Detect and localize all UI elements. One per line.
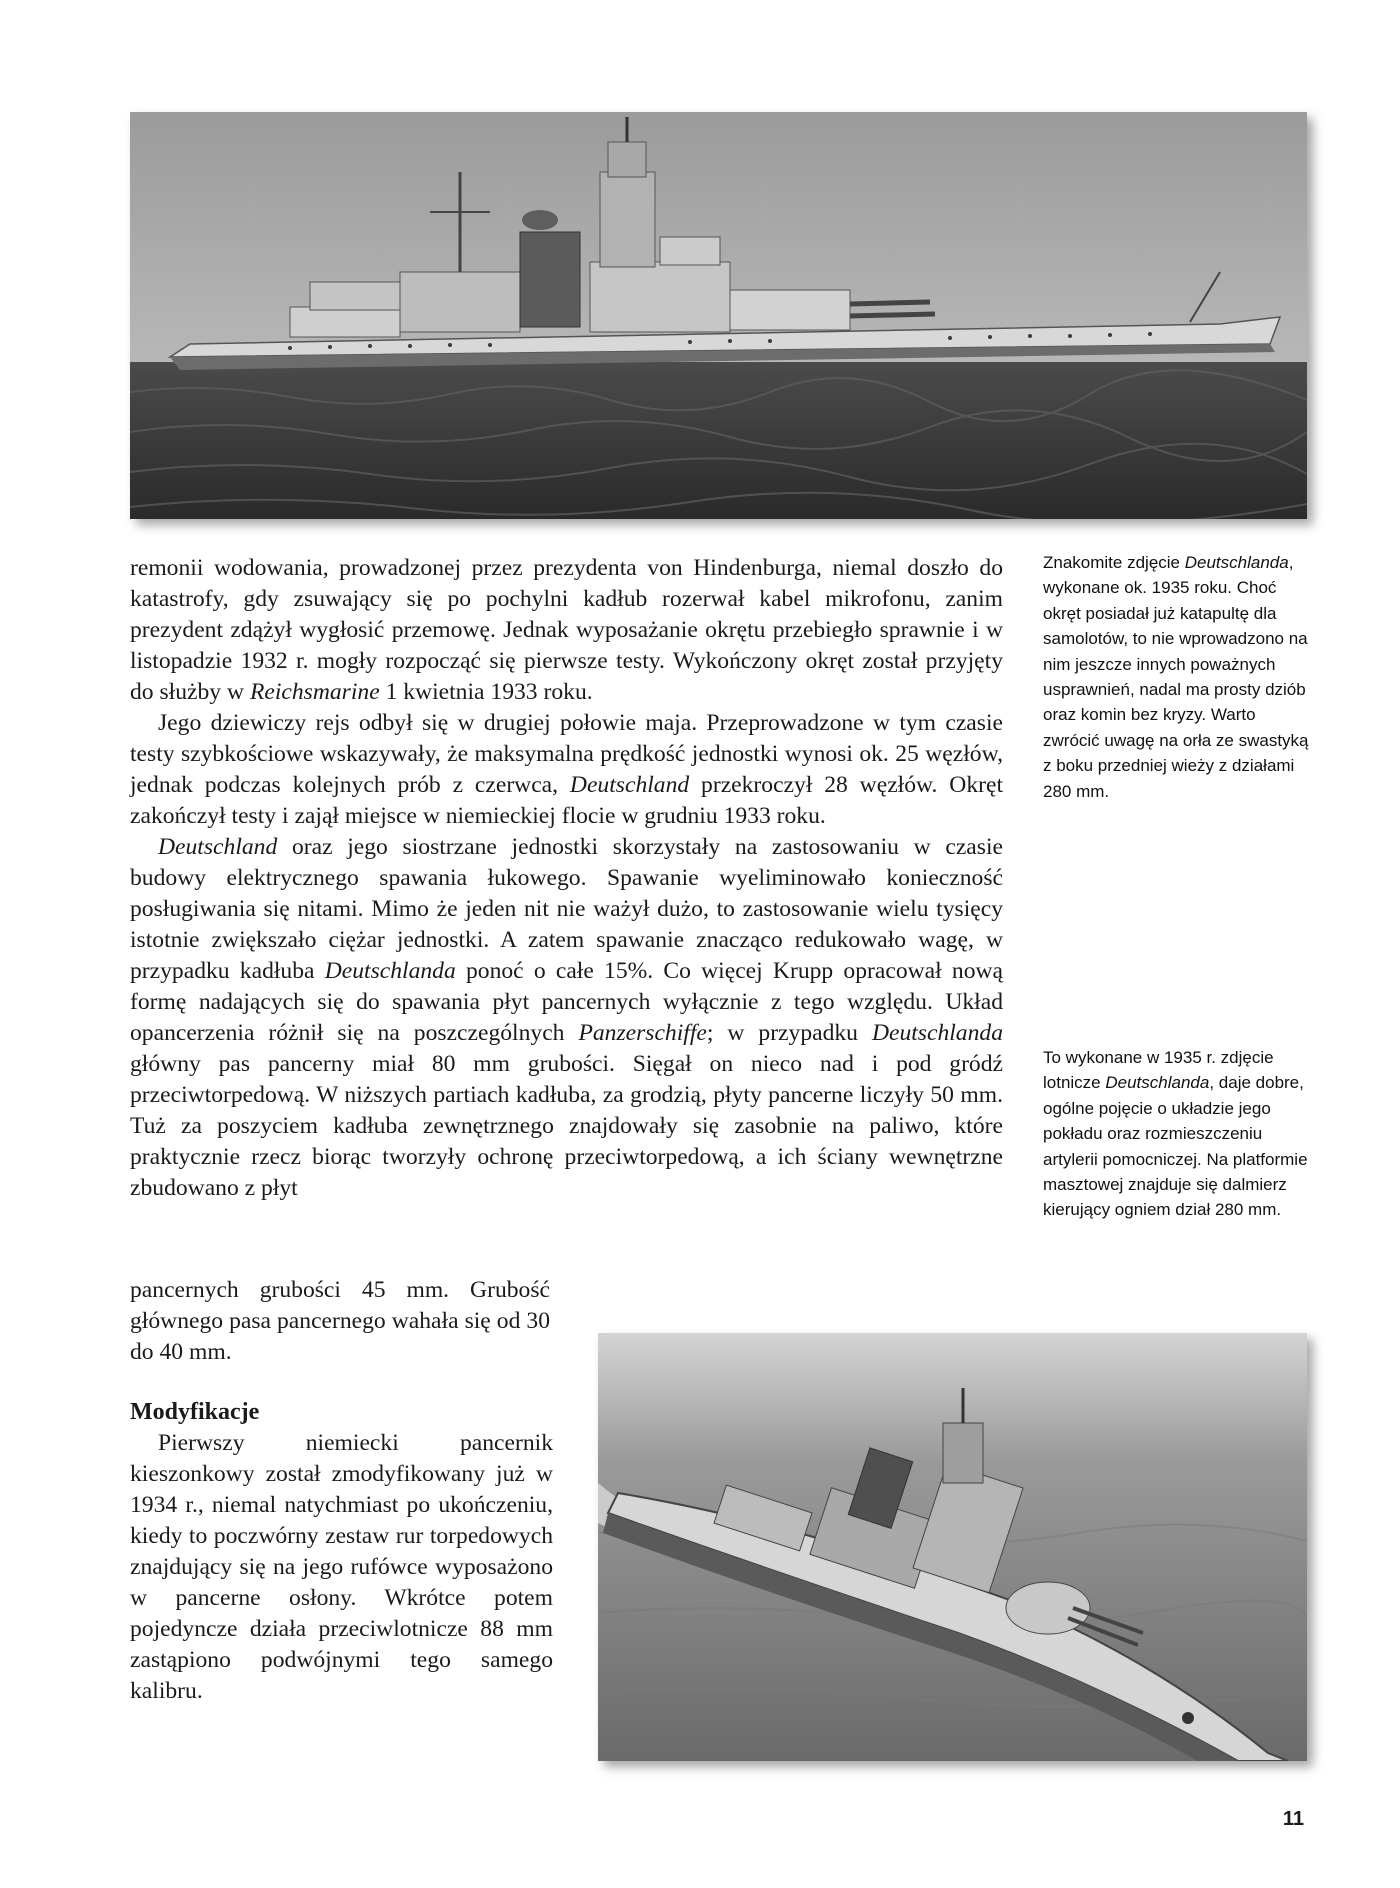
caption-1-text-b: , wykonane ok. 1935 roku. Choć okręt posiadał już katapultę dla samolotów, to nie wprowadzono na nim jeszcze innych poważnych usprawnień, nadal ma prosty dziób oraz komin bez kryzy. Warto zwrócić uwagę na orła ze swastyką z boku przedniej wieży z działami 280 mm. [1043, 553, 1309, 801]
ship-side-view-image [130, 112, 1307, 519]
caption-2-text-b: , daje dobre, ogólne pojęcie o układzie jego pokładu oraz rozmieszczeniu artylerii pomocniczej. Na platformie masztowej znajduje się dalmierz kierujący ogniem dział 280 mm. [1043, 1073, 1308, 1220]
caption-2-italic: Deutschlanda [1105, 1073, 1210, 1093]
article-body [130, 553, 1003, 1204]
paragraph-3-italic-1: Deutschland [158, 834, 278, 860]
paragraph-1 [130, 553, 1003, 708]
paragraph-3-continued: pancernych grubości 45 mm. Grubość głównego pasa pancernego wahała się od 30 do 40 mm. [130, 1277, 550, 1365]
paragraph-3-text-c: ; w przypadku [706, 1020, 872, 1046]
paragraph-1-text-a: remonii wodowania, prowadzonej przez prezydenta von Hindenburga, niemal doszło do katastrofy, gdy zsuwający się po pochylni kadłub rozerwał kabel mikrofonu, zanim prezydent zdążył wygłosić przemowę. Jednak wyposażanie okrętu przebiegło sprawnie i w listopadzie 1932 r. mogły rozpocząć się pierwsze testy. Wykończony okręt został przyjęty do służby w [130, 555, 1003, 705]
photo-caption-top [1043, 550, 1313, 804]
page-number: 11 [1282, 1808, 1304, 1830]
paragraph-1-text-b: 1 kwietnia 1933 roku. [379, 679, 593, 705]
ship-aerial-view-image [598, 1333, 1307, 1761]
paragraph-3-text-a: oraz jego siostrzane jednostki skorzystały na zastosowaniu w czasie budowy elektrycznego spawania łukowego. Spawanie wyeliminowało konieczność posługiwania się nitami. Mimo że jeden nit nie ważył dużo, to zastosowanie wielu tysięcy istotnie zwiększało ciężar jednostki. A zatem spawanie znacząco redukowało wagę, w przypadku kadłuba [130, 834, 1003, 984]
paragraph-3-italic-4: Deutschlanda [871, 1020, 1003, 1046]
section-heading: Modyfikacje [130, 1399, 260, 1425]
paragraph-3-italic-2: Deutschlanda [324, 958, 456, 984]
paragraph-2-text-a: Jego dziewiczy rejs odbył się w drugiej połowie maja. Przeprowadzone w tym czasie testy szybkościowe wskazywały, że maksymalna prędkość jednostki wynosi ok. 25 węzłów, jednak podczas kolejnych prób z czerwca, [130, 710, 1003, 798]
paragraph-4: Pierwszy niemiecki pancernik kieszonkowy został zmodyfikowany już w 1934 r., niemal natychmiast po ukończeniu, kiedy to poczwórny zestaw rur torpedowych znajdujący się na jego rufówce wyposażono w pancerne osłony. Wkrótce potem pojedyncze działa przeciwlotnicze 88 mm zastąpiono podwójnymi tego samego kalibru. [130, 1430, 553, 1704]
paragraph-3-text-d: główny pas pancerny miał 80 mm grubości. Sięgał on nieco nad i pod gródź przeciwtorpedową. W niższych partiach kadłuba, za grodzią, płyty pancerne liczyły 50 mm. Tuż za poszyciem kadłuba zewnętrznego znajdowały się zasobnie na paliwo, które praktycznie rzecz biorąc tworzyły ochronę przeciwtorpedową, a ich ściany wewnętrzne zbudowano z płyt [130, 1051, 1003, 1201]
paragraph-1-italic: Reichsmarine [249, 679, 380, 705]
ship-photo-aerial-view [598, 1333, 1307, 1761]
caption-1-italic: Deutschlanda [1184, 553, 1289, 572]
photo-caption-bottom [1043, 1045, 1313, 1223]
paragraph-3 [130, 832, 1003, 1204]
article-body-section [130, 1428, 553, 1707]
paragraph-3-text-b: ponoć o całe 15%. Co więcej Krupp opracował nową formę nadających się do spawania płyt pancernych wyłącznie z tego względu. Układ opancerzenia różnił się na poszczególnych [130, 958, 1003, 1046]
caption-2-text-a: To wykonane w 1935 r. zdjęcie lotnicze [1043, 1048, 1274, 1093]
caption-1-text-a: Znakomite zdjęcie [1043, 553, 1185, 572]
article-body-continued [130, 1275, 550, 1368]
paragraph-2-text-b: przekroczył 28 węzłów. Okręt zakończył testy i zajął miejsce w niemieckiej flocie w grudniu 1933 roku. [130, 772, 1003, 829]
paragraph-2 [130, 708, 1003, 832]
ship-photo-side-view [130, 112, 1307, 519]
paragraph-2-italic: Deutschland [569, 772, 690, 798]
paragraph-3-italic-3: Panzerschiffe [578, 1020, 707, 1046]
